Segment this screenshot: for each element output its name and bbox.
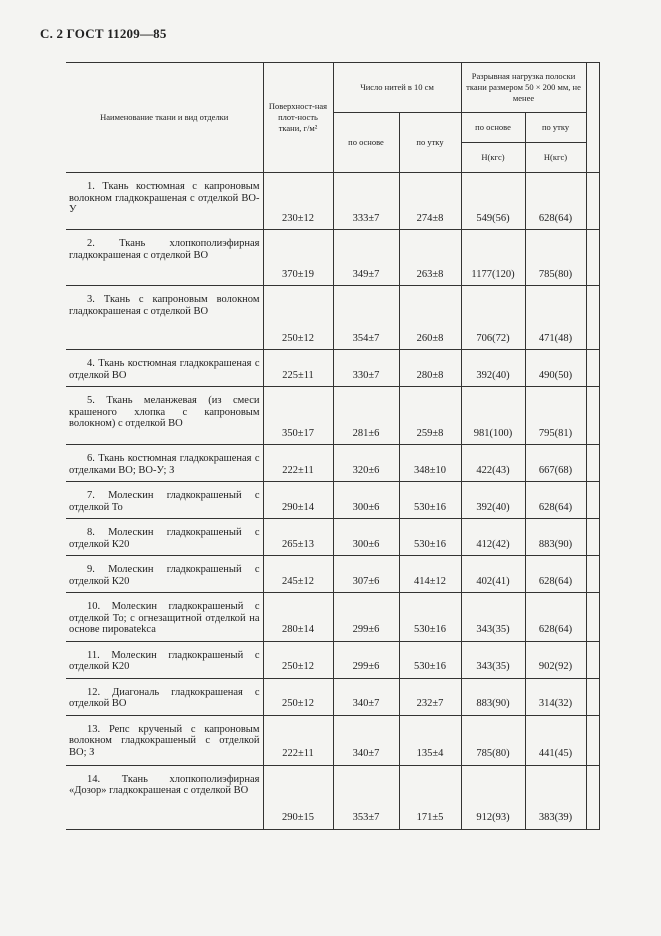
load-weft-cell: 628(64)	[525, 482, 586, 519]
density-cell: 230±12	[263, 173, 333, 230]
threads-weft-cell: 530±16	[399, 519, 461, 556]
fabric-name-cell	[66, 765, 263, 829]
load-warp-cell: 981(100)	[461, 387, 525, 445]
load-weft-cell: 314(32)	[525, 678, 586, 715]
threads-warp-cell: 300±6	[333, 482, 399, 519]
threads-warp-cell: 340±7	[333, 715, 399, 765]
fabric-name-cell	[66, 593, 263, 642]
threads-weft-cell: 274±8	[399, 173, 461, 230]
threads-weft-cell: 263±8	[399, 230, 461, 286]
table-row	[66, 482, 599, 519]
table-row	[66, 286, 599, 350]
density-cell: 222±11	[263, 715, 333, 765]
load-weft-cell: 628(64)	[525, 593, 586, 642]
threads-warp-cell: 300±6	[333, 519, 399, 556]
header-load-weft: по утку	[525, 113, 586, 143]
row-spacer	[586, 593, 599, 642]
density-cell: 245±12	[263, 556, 333, 593]
row-spacer	[586, 350, 599, 387]
threads-warp-cell: 320±6	[333, 445, 399, 482]
fabric-name-text: 11. Молескин гладкокрашеный с отделкой К20	[69, 649, 260, 672]
threads-weft-cell: 260±8	[399, 286, 461, 350]
threads-weft-cell: 135±4	[399, 715, 461, 765]
threads-weft-cell: 280±8	[399, 350, 461, 387]
fabric-name-cell	[66, 387, 263, 445]
row-spacer	[586, 519, 599, 556]
load-warp-cell: 343(35)	[461, 593, 525, 642]
threads-warp-cell: 349±7	[333, 230, 399, 286]
fabric-name-cell	[66, 556, 263, 593]
fabric-name-cell	[66, 715, 263, 765]
density-cell: 222±11	[263, 445, 333, 482]
density-cell: 370±19	[263, 230, 333, 286]
fabric-name-text: 7. Молескин гладкокрашеный с отделкой То	[69, 490, 260, 513]
fabric-name-cell	[66, 230, 263, 286]
load-warp-cell: 402(41)	[461, 556, 525, 593]
load-weft-cell: 785(80)	[525, 230, 586, 286]
fabric-name-cell	[66, 350, 263, 387]
row-spacer	[586, 286, 599, 350]
row-spacer	[586, 641, 599, 678]
fabric-name-text: 3. Ткань с капроновым волокном гладкокрашеная с отделкой ВО	[69, 294, 260, 317]
load-weft-cell: 471(48)	[525, 286, 586, 350]
threads-warp-cell: 333±7	[333, 173, 399, 230]
table-row	[66, 641, 599, 678]
fabric-name-text: 2. Ткань хлопкополиэфирная гладкокрашеная с отделкой ВО	[69, 238, 260, 261]
load-weft-cell: 795(81)	[525, 387, 586, 445]
density-cell: 250±12	[263, 678, 333, 715]
row-spacer	[586, 556, 599, 593]
threads-weft-cell: 530±16	[399, 482, 461, 519]
threads-warp-cell: 353±7	[333, 765, 399, 829]
density-cell: 250±12	[263, 641, 333, 678]
fabric-table	[66, 62, 600, 830]
fabric-name-cell	[66, 678, 263, 715]
table-row	[66, 519, 599, 556]
table-row	[66, 678, 599, 715]
density-cell: 290±15	[263, 765, 333, 829]
header-threads-warp: по основе	[333, 113, 399, 173]
load-weft-cell: 441(45)	[525, 715, 586, 765]
header-unit-warp: Н(кгс)	[461, 143, 525, 173]
row-spacer	[586, 482, 599, 519]
load-weft-cell: 383(39)	[525, 765, 586, 829]
load-warp-cell: 785(80)	[461, 715, 525, 765]
threads-warp-cell: 307±6	[333, 556, 399, 593]
load-warp-cell: 412(42)	[461, 519, 525, 556]
load-warp-cell: 392(40)	[461, 482, 525, 519]
threads-weft-cell: 530±16	[399, 593, 461, 642]
load-warp-cell: 1177(120)	[461, 230, 525, 286]
density-cell: 280±14	[263, 593, 333, 642]
density-cell: 225±11	[263, 350, 333, 387]
load-weft-cell: 883(90)	[525, 519, 586, 556]
fabric-name-text: 12. Диагональ гладкокрашеная с отделкой ВО	[69, 686, 260, 709]
table-row	[66, 230, 599, 286]
fabric-name-cell	[66, 286, 263, 350]
load-weft-cell: 902(92)	[525, 641, 586, 678]
header-name: Наименование ткани и вид отделки	[66, 63, 263, 173]
fabric-name-text: 13. Репс крученый с капроновым волокном гладкокрашеный с отделкой ВО; З	[69, 723, 260, 758]
fabric-name-cell	[66, 519, 263, 556]
table-row	[66, 445, 599, 482]
table-row	[66, 715, 599, 765]
header-load: Разрывная нагрузка полоски ткани размером 50 × 200 мм, не менее	[461, 63, 586, 113]
threads-warp-cell: 354±7	[333, 286, 399, 350]
table-row	[66, 593, 599, 642]
load-warp-cell: 883(90)	[461, 678, 525, 715]
threads-warp-cell: 281±6	[333, 387, 399, 445]
fabric-name-cell	[66, 641, 263, 678]
load-warp-cell: 392(40)	[461, 350, 525, 387]
load-weft-cell: 667(68)	[525, 445, 586, 482]
fabric-name-text: 6. Ткань костюмная гладкокрашеная с отделками ВО; ВО-У; З	[69, 453, 260, 476]
fabric-name-text: 4. Ткань костюмная гладкокрашеная с отделкой ВО	[69, 358, 260, 381]
table-row	[66, 765, 599, 829]
header-threads-weft: по утку	[399, 113, 461, 173]
table-row	[66, 556, 599, 593]
fabric-name-text: 1. Ткань костюмная с капроновым волокном гладкокрашеная с отделкой ВО-У	[69, 181, 260, 215]
threads-weft-cell: 171±5	[399, 765, 461, 829]
fabric-name-cell	[66, 445, 263, 482]
table-row	[66, 173, 599, 230]
row-spacer	[586, 230, 599, 286]
load-warp-cell: 422(43)	[461, 445, 525, 482]
header-spacer	[586, 63, 599, 173]
threads-weft-cell: 530±16	[399, 641, 461, 678]
density-cell: 265±13	[263, 519, 333, 556]
load-warp-cell: 343(35)	[461, 641, 525, 678]
fabric-name-text: 5. Ткань меланжевая (из смеси крашеного хлопка с капроновым волокном) с отделкой ВО	[69, 395, 260, 429]
density-cell: 350±17	[263, 387, 333, 445]
table-row	[66, 387, 599, 445]
fabric-name-text: 14. Ткань хлопкополиэфирная «Дозор» гладкокрашеная с отделкой ВО	[69, 773, 260, 796]
header-load-warp: по основе	[461, 113, 525, 143]
fabric-name-cell	[66, 482, 263, 519]
load-warp-cell: 706(72)	[461, 286, 525, 350]
threads-weft-cell: 259±8	[399, 387, 461, 445]
load-weft-cell: 628(64)	[525, 173, 586, 230]
fabric-name-text: 9. Молескин гладкокрашеный с отделкой К20	[69, 564, 260, 587]
load-warp-cell: 912(93)	[461, 765, 525, 829]
load-weft-cell: 490(50)	[525, 350, 586, 387]
row-spacer	[586, 765, 599, 829]
row-spacer	[586, 715, 599, 765]
page-title: С. 2 ГОСТ 11209—85	[40, 26, 167, 41]
density-cell: 290±14	[263, 482, 333, 519]
density-cell: 250±12	[263, 286, 333, 350]
row-spacer	[586, 387, 599, 445]
fabric-name-text: 8. Молескин гладкокрашеный с отделкой К20	[69, 527, 260, 550]
threads-warp-cell: 299±6	[333, 641, 399, 678]
header-threads: Число нитей в 10 см	[333, 63, 461, 113]
threads-warp-cell: 330±7	[333, 350, 399, 387]
row-spacer	[586, 678, 599, 715]
header-density: Поверхност-ная плот-ность ткани, г/м²	[263, 63, 333, 173]
fabric-name-text: 10. Молескин гладкокрашеный с отделкой То; с огнезащитной отделкой на основе пировatekса	[69, 601, 260, 635]
threads-weft-cell: 232±7	[399, 678, 461, 715]
load-weft-cell: 628(64)	[525, 556, 586, 593]
table-row	[66, 350, 599, 387]
row-spacer	[586, 173, 599, 230]
threads-weft-cell: 348±10	[399, 445, 461, 482]
fabric-name-cell	[66, 173, 263, 230]
threads-warp-cell: 299±6	[333, 593, 399, 642]
threads-warp-cell: 340±7	[333, 678, 399, 715]
threads-weft-cell: 414±12	[399, 556, 461, 593]
header-unit-weft: Н(кгс)	[525, 143, 586, 173]
row-spacer	[586, 445, 599, 482]
load-warp-cell: 549(56)	[461, 173, 525, 230]
